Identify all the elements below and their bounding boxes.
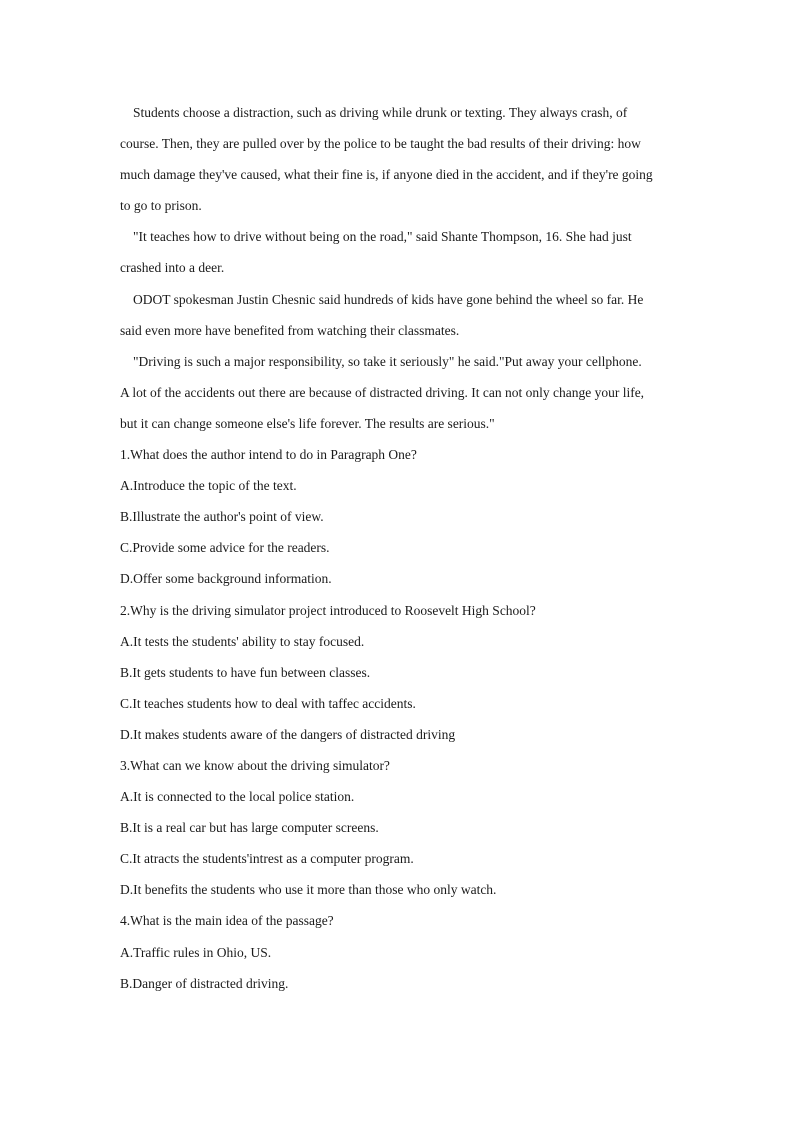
question-3: [120, 750, 676, 905]
option-b: B.Danger of distracted driving.: [120, 975, 289, 991]
passage-line: crashed into a deer.: [120, 260, 225, 276]
passage-line: ODOT spokesman Justin Chesnic said hundreds of kids have gone behind the wheel so far. He: [133, 291, 644, 307]
option-list: [120, 470, 676, 594]
question-stem: 2.Why is the driving simulator project introduced to Roosevelt High School?: [120, 602, 536, 618]
option-a: A.It is connected to the local police station.: [120, 789, 355, 805]
option-list: [120, 781, 676, 905]
question-4: [120, 905, 676, 998]
passage-line: course. Then, they are pulled over by the police to be taught the bad results of their driving: how: [120, 136, 641, 152]
option-a: A.It tests the students' ability to stay focused.: [120, 633, 365, 649]
passage-line: "Driving is such a major responsibility, so take it seriously" he said."Put away your cellphone.: [133, 353, 642, 369]
passage-line: to go to prison.: [120, 198, 202, 214]
page-content: [120, 97, 676, 999]
passage-line: "It teaches how to drive without being on the road," said Shante Thompson, 16. She had just: [133, 229, 632, 245]
passage-line: said even more have benefited from watching their classmates.: [120, 322, 460, 338]
option-d: D.It benefits the students who use it more than those who only watch.: [120, 882, 497, 898]
option-b: B.It gets students to have fun between classes.: [120, 664, 371, 680]
option-d: D.Offer some background information.: [120, 571, 332, 587]
passage-line: but it can change someone else's life forever. The results are serious.": [120, 415, 495, 431]
option-list: [120, 937, 676, 999]
passage-line: A lot of the accidents out there are because of distracted driving. It can not only change your life,: [120, 384, 645, 400]
option-d: D.It makes students aware of the dangers of distracted driving: [120, 726, 456, 742]
option-c: C.Provide some advice for the readers.: [120, 540, 330, 556]
question-2: [120, 595, 676, 750]
option-list: [120, 626, 676, 750]
passage-line: much damage they've caused, what their fine is, if anyone died in the accident, and if they're going: [120, 167, 653, 183]
question-1: [120, 439, 676, 594]
question-stem: 1.What does the author intend to do in Paragraph One?: [120, 447, 417, 463]
question-stem: 3.What can we know about the driving simulator?: [120, 757, 390, 773]
question-list: [120, 439, 676, 999]
option-b: B.Illustrate the author's point of view.: [120, 509, 324, 525]
option-c: C.It atracts the students'intrest as a computer program.: [120, 851, 414, 867]
option-a: A.Traffic rules in Ohio, US.: [120, 944, 272, 960]
option-c: C.It teaches students how to deal with taffec accidents.: [120, 695, 416, 711]
option-b: B.It is a real car but has large computer screens.: [120, 820, 379, 836]
option-a: A.Introduce the topic of the text.: [120, 478, 297, 494]
reading-passage: [120, 97, 676, 439]
question-stem: 4.What is the main idea of the passage?: [120, 913, 334, 929]
passage-line: Students choose a distraction, such as driving while drunk or texting. They always crash, of: [133, 105, 628, 120]
